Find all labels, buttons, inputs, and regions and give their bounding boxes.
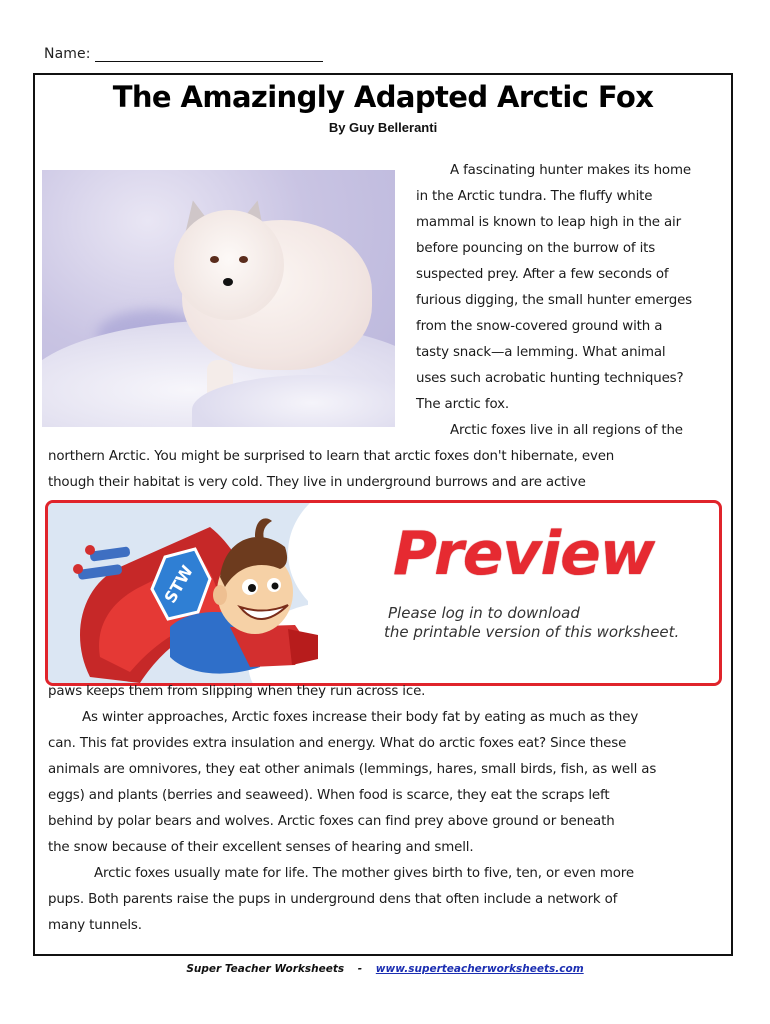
paragraph-line: though their habitat is very cold. They live in underground burrows and are active (48, 475, 586, 490)
paragraph-line: tasty snack—a lemming. What animal (416, 345, 666, 360)
footer-separator: - (357, 963, 363, 975)
footer-website-link[interactable]: www.superteacherworksheets.com (375, 963, 584, 975)
preview-login-message-2: the printable version of this worksheet. (384, 623, 680, 641)
paragraph-line: A fascinating hunter makes its home (450, 163, 691, 178)
preview-title: Preview (393, 519, 655, 589)
paragraph-line: eggs) and plants (berries and seaweed). When food is scarce, they eat the scraps left (48, 788, 610, 803)
paragraph-line: furious digging, the small hunter emerges (416, 293, 693, 308)
paragraph-line: from the snow-covered ground with a (416, 319, 663, 334)
paragraph-line: mammal is known to leap high in the air (416, 215, 681, 230)
name-blank-line (95, 48, 323, 62)
preview-login-message: Please log in to download (388, 604, 580, 622)
arctic-fox-photo (42, 170, 395, 427)
paragraph-line: many tunnels. (48, 918, 142, 933)
name-label: Name: (44, 46, 91, 62)
paragraph-line: Arctic foxes usually mate for life. The mother gives birth to five, ten, or even more (94, 866, 634, 881)
footer (0, 963, 770, 975)
paragraph-line: As winter approaches, Arctic foxes increase their body fat by eating as much as they (82, 710, 639, 725)
paragraph-line: uses such acrobatic hunting techniques? (416, 371, 684, 386)
paragraph-line: Arctic foxes live in all regions of the (450, 423, 683, 438)
article-byline: By Guy Belleranti (328, 120, 438, 135)
paragraph-line: paws keeps them from slipping when they run across ice. (48, 684, 426, 699)
article-title: The Amazingly Adapted Arctic Fox (112, 80, 654, 114)
paragraph-line: can. This fat provides extra insulation and energy. What do arctic foxes eat? Since these (48, 736, 627, 751)
paragraph-line: pups. Both parents raise the pups in underground dens that often include a network of (48, 892, 618, 907)
superhero-mascot-icon (60, 507, 360, 683)
paragraph-line: The arctic fox. (416, 397, 509, 412)
paragraph-line: northern Arctic. You might be surprised to learn that arctic foxes don't hibernate, even (48, 449, 615, 464)
paragraph-line: animals are omnivores, they eat other animals (lemmings, hares, small birds, fish, as well as (48, 762, 657, 777)
paragraph-line: the snow because of their excellent senses of hearing and smell. (48, 840, 474, 855)
preview-banner[interactable] (45, 500, 722, 686)
footer-brand: Super Teacher Worksheets (186, 963, 345, 975)
paragraph-line: behind by polar bears and wolves. Arctic foxes can find prey above ground or beneath (48, 814, 615, 829)
paragraph-line: suspected prey. After a few seconds of (416, 267, 669, 282)
name-field-row (44, 46, 323, 62)
paragraph-line: before pouncing on the burrow of its (416, 241, 656, 256)
paragraph-line: in the Arctic tundra. The fluffy white (416, 189, 653, 204)
svg-text:STW: STW (160, 562, 197, 607)
